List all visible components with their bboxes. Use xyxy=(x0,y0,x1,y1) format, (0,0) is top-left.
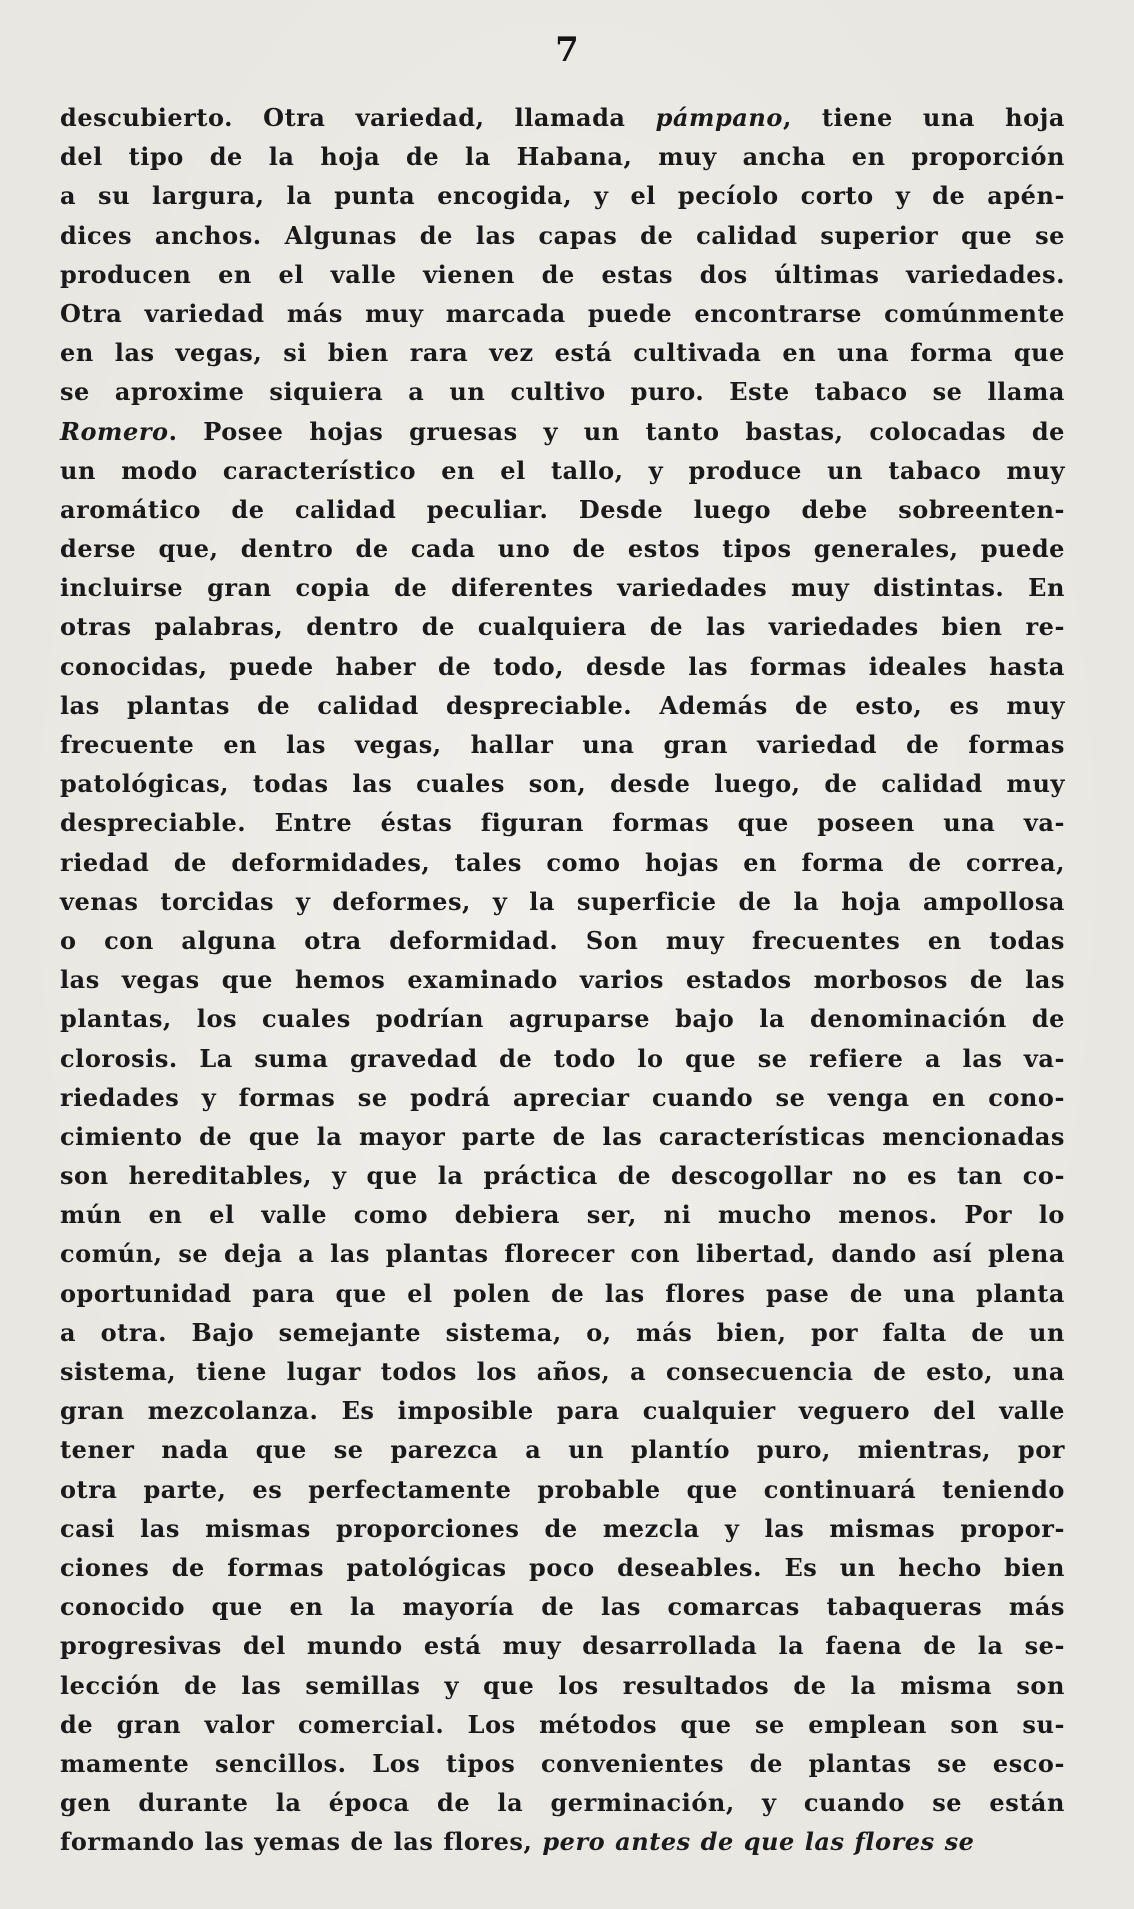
text-run: las vegas que hemos examinado varios estados morbosos de las xyxy=(60,965,1065,995)
text-line xyxy=(60,176,1065,215)
text-run: formando las yemas de las flores, xyxy=(60,1827,543,1857)
text-line xyxy=(60,294,1065,333)
text-line xyxy=(60,372,1065,411)
text-line xyxy=(60,98,1065,137)
text-run: gran mezcolanza. Es imposible para cualquier veguero del valle xyxy=(60,1396,1065,1426)
text-run: oportunidad para que el polen de las flores pase de una planta xyxy=(60,1278,1065,1308)
text-line xyxy=(60,1587,1065,1626)
text-line xyxy=(60,1822,1065,1861)
text-run: gen durante la época de la germinación, y cuando se están xyxy=(60,1788,1065,1818)
text-line xyxy=(60,882,1065,921)
text-run: tener nada que se parezca a un plantío puro, mientras, por xyxy=(60,1435,1065,1465)
italic-text-run: Romero xyxy=(60,416,169,446)
text-run: conocido que en la mayoría de las comarcas tabaqueras más xyxy=(60,1592,1065,1622)
text-line xyxy=(60,843,1065,882)
text-run: se aproxime siquiera a un cultivo puro. Este tabaco se llama xyxy=(60,377,1065,407)
text-run: plantas, los cuales podrían agruparse bajo la denominación de xyxy=(60,1004,1065,1034)
text-run: , tiene una hoja xyxy=(782,103,1065,132)
text-line xyxy=(60,725,1065,764)
text-line xyxy=(60,921,1065,960)
italic-text-run: pero antes de que las flores se xyxy=(542,1827,975,1857)
text-line xyxy=(60,1744,1065,1783)
text-line xyxy=(60,490,1065,529)
text-run: ciones de formas patológicas poco deseables. Es un hecho bien xyxy=(60,1552,1065,1582)
text-line xyxy=(60,764,1065,803)
text-run: Otra variedad más muy marcada puede encontrarse comúnmente xyxy=(60,298,1065,328)
text-run: mamente sencillos. Los tipos convenientes de plantas se esco- xyxy=(60,1748,1065,1778)
text-line xyxy=(60,1666,1065,1705)
text-run: derse que, dentro de cada uno de estos tipos generales, puede xyxy=(60,534,1065,564)
text-line xyxy=(60,451,1065,490)
text-run: son hereditables, y que la práctica de descogollar no es tan co- xyxy=(60,1161,1065,1191)
text-line xyxy=(60,137,1065,176)
text-run: riedad de deformidades, tales como hojas en forma de correa, xyxy=(60,847,1065,877)
body-text xyxy=(60,98,1065,1861)
text-run: . Posee hojas gruesas y un tanto bastas, colocadas de xyxy=(168,416,1065,446)
text-line xyxy=(60,1313,1065,1352)
text-line xyxy=(60,1548,1065,1587)
text-run: lección de las semillas y que los resultados de la misma son xyxy=(60,1670,1065,1700)
text-run: las plantas de calidad despreciable. Además de esto, es muy xyxy=(60,690,1065,720)
text-run: aromático de calidad peculiar. Desde luego debe sobreenten- xyxy=(60,494,1065,524)
text-line xyxy=(60,803,1065,842)
text-line xyxy=(60,1039,1065,1078)
text-run: mún en el valle como debiera ser, ni mucho menos. Por lo xyxy=(60,1200,1065,1230)
text-run: clorosis. La suma gravedad de todo lo que se refiere a las va- xyxy=(60,1043,1065,1073)
text-run: otras palabras, dentro de cualquiera de las variedades bien re- xyxy=(60,612,1065,642)
text-line xyxy=(60,216,1065,255)
text-line xyxy=(60,647,1065,686)
text-line xyxy=(60,1626,1065,1665)
text-run: sistema, tiene lugar todos los años, a consecuencia de esto, una xyxy=(60,1357,1065,1386)
text-run: un modo característico en el tallo, y produce un tabaco muy xyxy=(60,455,1065,485)
text-line xyxy=(60,607,1065,646)
text-line xyxy=(60,1352,1065,1391)
text-run: venas torcidas y deformes, y la superficie de la hoja ampollosa xyxy=(60,886,1065,916)
text-line xyxy=(60,1783,1065,1822)
text-run: o con alguna otra deformidad. Son muy frecuentes en todas xyxy=(60,925,1065,955)
text-line xyxy=(60,1391,1065,1430)
text-line xyxy=(60,412,1065,451)
text-line xyxy=(60,1156,1065,1195)
page-number: 7 xyxy=(555,30,579,70)
text-run: patológicas, todas las cuales son, desde luego, de calidad muy xyxy=(60,769,1065,799)
text-line xyxy=(60,1470,1065,1509)
text-line xyxy=(60,960,1065,999)
text-run: cimiento de que la mayor parte de las características mencionadas xyxy=(60,1121,1065,1151)
text-line xyxy=(60,255,1065,294)
text-run: frecuente en las vegas, hallar una gran variedad de formas xyxy=(60,730,1065,759)
text-run: otra parte, es perfectamente probable que continuará teniendo xyxy=(60,1474,1065,1504)
text-run: despreciable. Entre éstas figuran formas que poseen una va- xyxy=(60,808,1065,838)
text-run: casi las mismas proporciones de mezcla y las mismas propor- xyxy=(60,1513,1065,1543)
text-line xyxy=(60,1430,1065,1469)
text-line xyxy=(60,568,1065,607)
text-run: a su largura, la punta encogida, y el pecíolo corto y de apén- xyxy=(60,181,1065,211)
text-line xyxy=(60,1117,1065,1156)
text-line xyxy=(60,333,1065,372)
text-run: común, se deja a las plantas florecer con libertad, dando así plena xyxy=(60,1239,1065,1269)
text-run: del tipo de la hoja de la Habana, muy ancha en proporción xyxy=(60,142,1065,172)
text-run: producen en el valle vienen de estas dos últimas variedades. xyxy=(60,259,1065,289)
text-line xyxy=(60,1705,1065,1744)
text-line xyxy=(60,1234,1065,1273)
text-line xyxy=(60,1195,1065,1234)
text-run: progresivas del mundo está muy desarrollada la faena de la se- xyxy=(60,1631,1065,1661)
text-run: de gran valor comercial. Los métodos que se emplean son su- xyxy=(60,1709,1065,1739)
text-line xyxy=(60,1509,1065,1548)
text-line xyxy=(60,999,1065,1038)
text-run: dices anchos. Algunas de las capas de calidad superior que se xyxy=(60,220,1065,250)
italic-text-run: pámpano xyxy=(655,103,783,132)
text-line xyxy=(60,529,1065,568)
text-run: incluirse gran copia de diferentes variedades muy distintas. En xyxy=(60,573,1065,603)
text-line xyxy=(60,1274,1065,1313)
text-run: conocidas, puede haber de todo, desde las formas ideales hasta xyxy=(60,651,1065,681)
text-run: riedades y formas se podrá apreciar cuando se venga en cono- xyxy=(60,1082,1065,1112)
text-run: en las vegas, si bien rara vez está cultivada en una forma que xyxy=(60,338,1065,368)
text-run: a otra. Bajo semejante sistema, o, más bien, por falta de un xyxy=(60,1317,1065,1347)
text-line xyxy=(60,686,1065,725)
text-line xyxy=(60,1078,1065,1117)
text-run: descubierto. Otra variedad, llamada xyxy=(60,103,656,132)
